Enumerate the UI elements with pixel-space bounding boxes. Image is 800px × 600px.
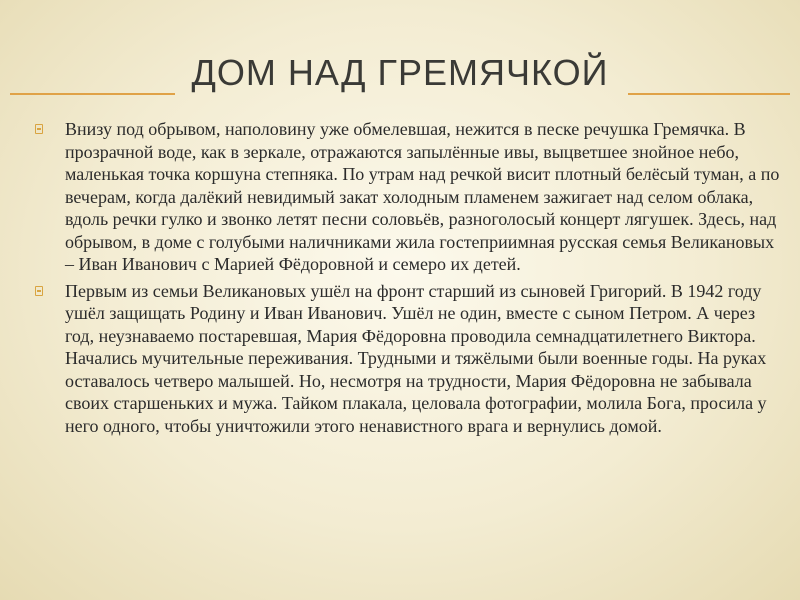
bullet-icon [35, 124, 43, 134]
paragraph-text: Внизу под обрывом, наполовину уже обмелевшая, нежится в песке речушка Гремячка. В прозрачной воде, как в зеркале, отражаются запылённые ивы, выцветшее знойное небо, маленькая точка коршуна степняка. По утрам над речкой висит плотный белёсый туман, а по вечерам, когда далёкий невидимый закат холодным пламенем зажигает над селом облака, вдоль речки гулко и звонко летят песни соловьёв, разноголосый концерт лягушек. Здесь, над обрывом, в доме с голубыми наличниками жила гостеприимная русская семья Великановых – Иван Иванович с Марией Фёдоровной и семеро их детей. [65, 119, 780, 274]
bullet-icon [35, 286, 43, 296]
title-rule-right [628, 93, 790, 95]
paragraph [35, 280, 780, 438]
paragraph [35, 118, 780, 276]
paragraph-text: Первым из семьи Великановых ушёл на фронт старший из сыновей Григорий. В 1942 году ушёл защищать Родину и Иван Иванович. Ушёл не один, вместе с сыном Петром. А через год, неузнаваемо постаревшая, Мария Фёдоровна проводила семнадцатилетнего Виктора. Начались мучительные переживания. Трудными и тяжёлыми были военные годы. На руках оставалось четверо малышей. Но, несмотря на трудности, Мария Фёдоровна не забывала своих старшеньких и мужа. Тайком плакала, целовала фотографии, молила Бога, просила у него одного, чтобы уничтожили этого ненавистного врага и вернулись домой. [65, 280, 767, 436]
slide-body [35, 118, 780, 441]
slide-title: ДОМ НАД ГРЕМЯЧКОЙ [191, 52, 609, 93]
